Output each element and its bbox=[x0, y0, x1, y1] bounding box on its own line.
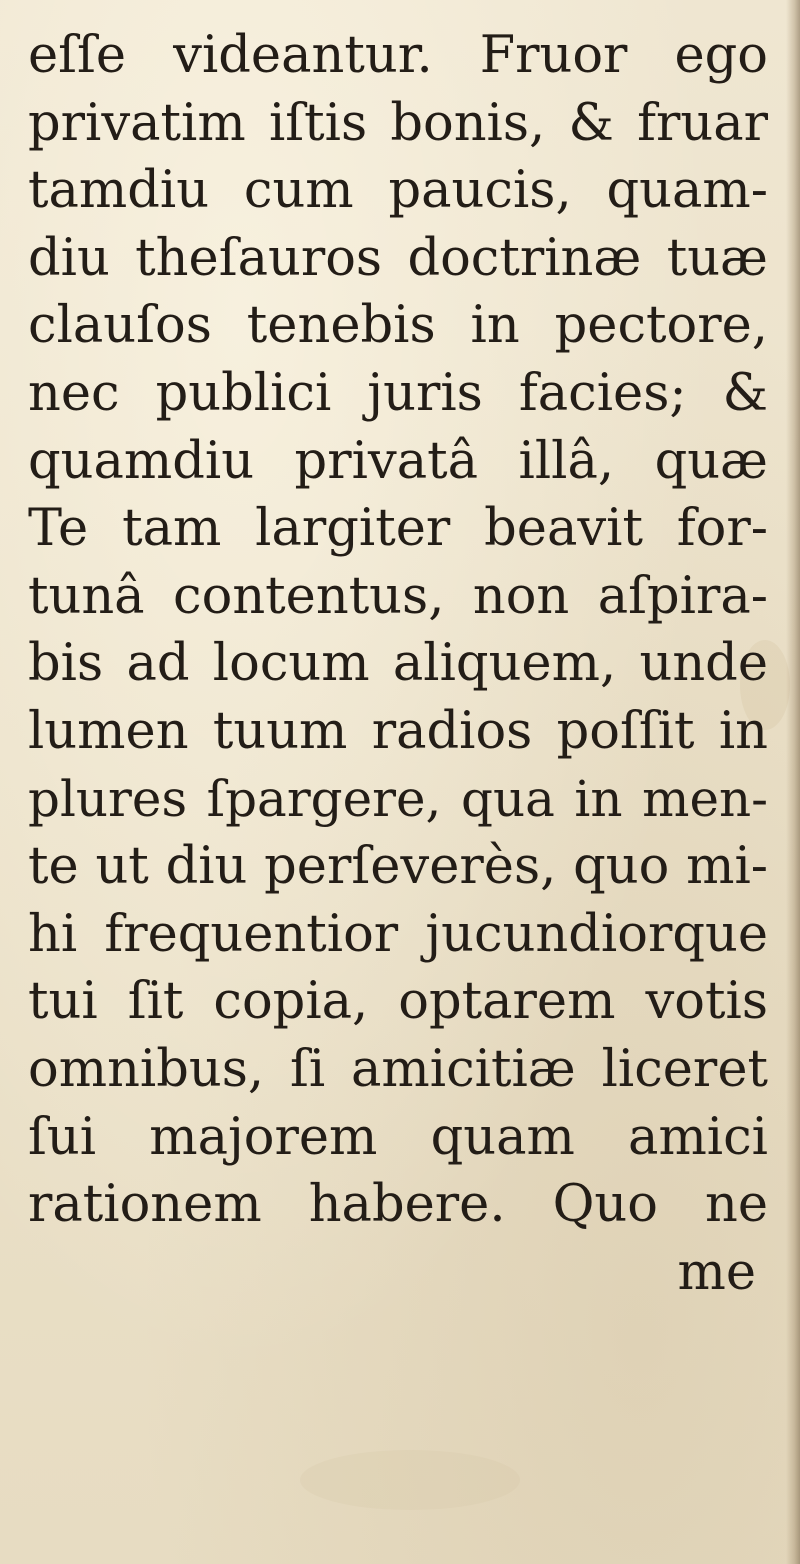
text-line: privatim iſtis bonis, & fruar bbox=[28, 93, 768, 153]
text-line: plures ſpargere, qua in men- bbox=[28, 769, 768, 828]
text-line: omnibus, ſi amicitiæ liceret bbox=[28, 1039, 768, 1099]
text-block bbox=[28, 22, 768, 1306]
text-line: tui ſit copia, optarem votis bbox=[28, 972, 768, 1032]
text-line: rationem habere. Quo ne bbox=[28, 1175, 768, 1235]
text-line: tamdiu cum paucis, quam- bbox=[28, 161, 768, 221]
text-line: diu theſauros doctrinæ tuæ bbox=[28, 228, 768, 288]
text-line: nec publici juris facies; & bbox=[28, 363, 768, 423]
text-line: quamdiu privatâ illâ, quæ bbox=[28, 431, 768, 491]
text-line: te ut diu perſeverès, quo mi- bbox=[28, 837, 768, 897]
text-line: eſſe videantur. Fruor ego bbox=[28, 26, 768, 85]
text-line: tunâ contentus, non aſpira- bbox=[28, 566, 768, 626]
text-line: hi frequentior jucundiorque bbox=[28, 904, 768, 964]
page-edge-shadow bbox=[786, 0, 800, 1564]
text-line: Te tam largiter beavit for- bbox=[28, 499, 768, 559]
paper-stain bbox=[300, 1450, 520, 1510]
text-line: ſui majorem quam amici bbox=[28, 1107, 768, 1167]
text-line: lumen tuum radios poſſit in bbox=[28, 701, 768, 761]
catchword: me bbox=[677, 1242, 756, 1302]
text-line: bis ad locum aliquem, unde bbox=[28, 634, 768, 694]
text-line: clauſos tenebis in pectore, bbox=[28, 296, 768, 356]
